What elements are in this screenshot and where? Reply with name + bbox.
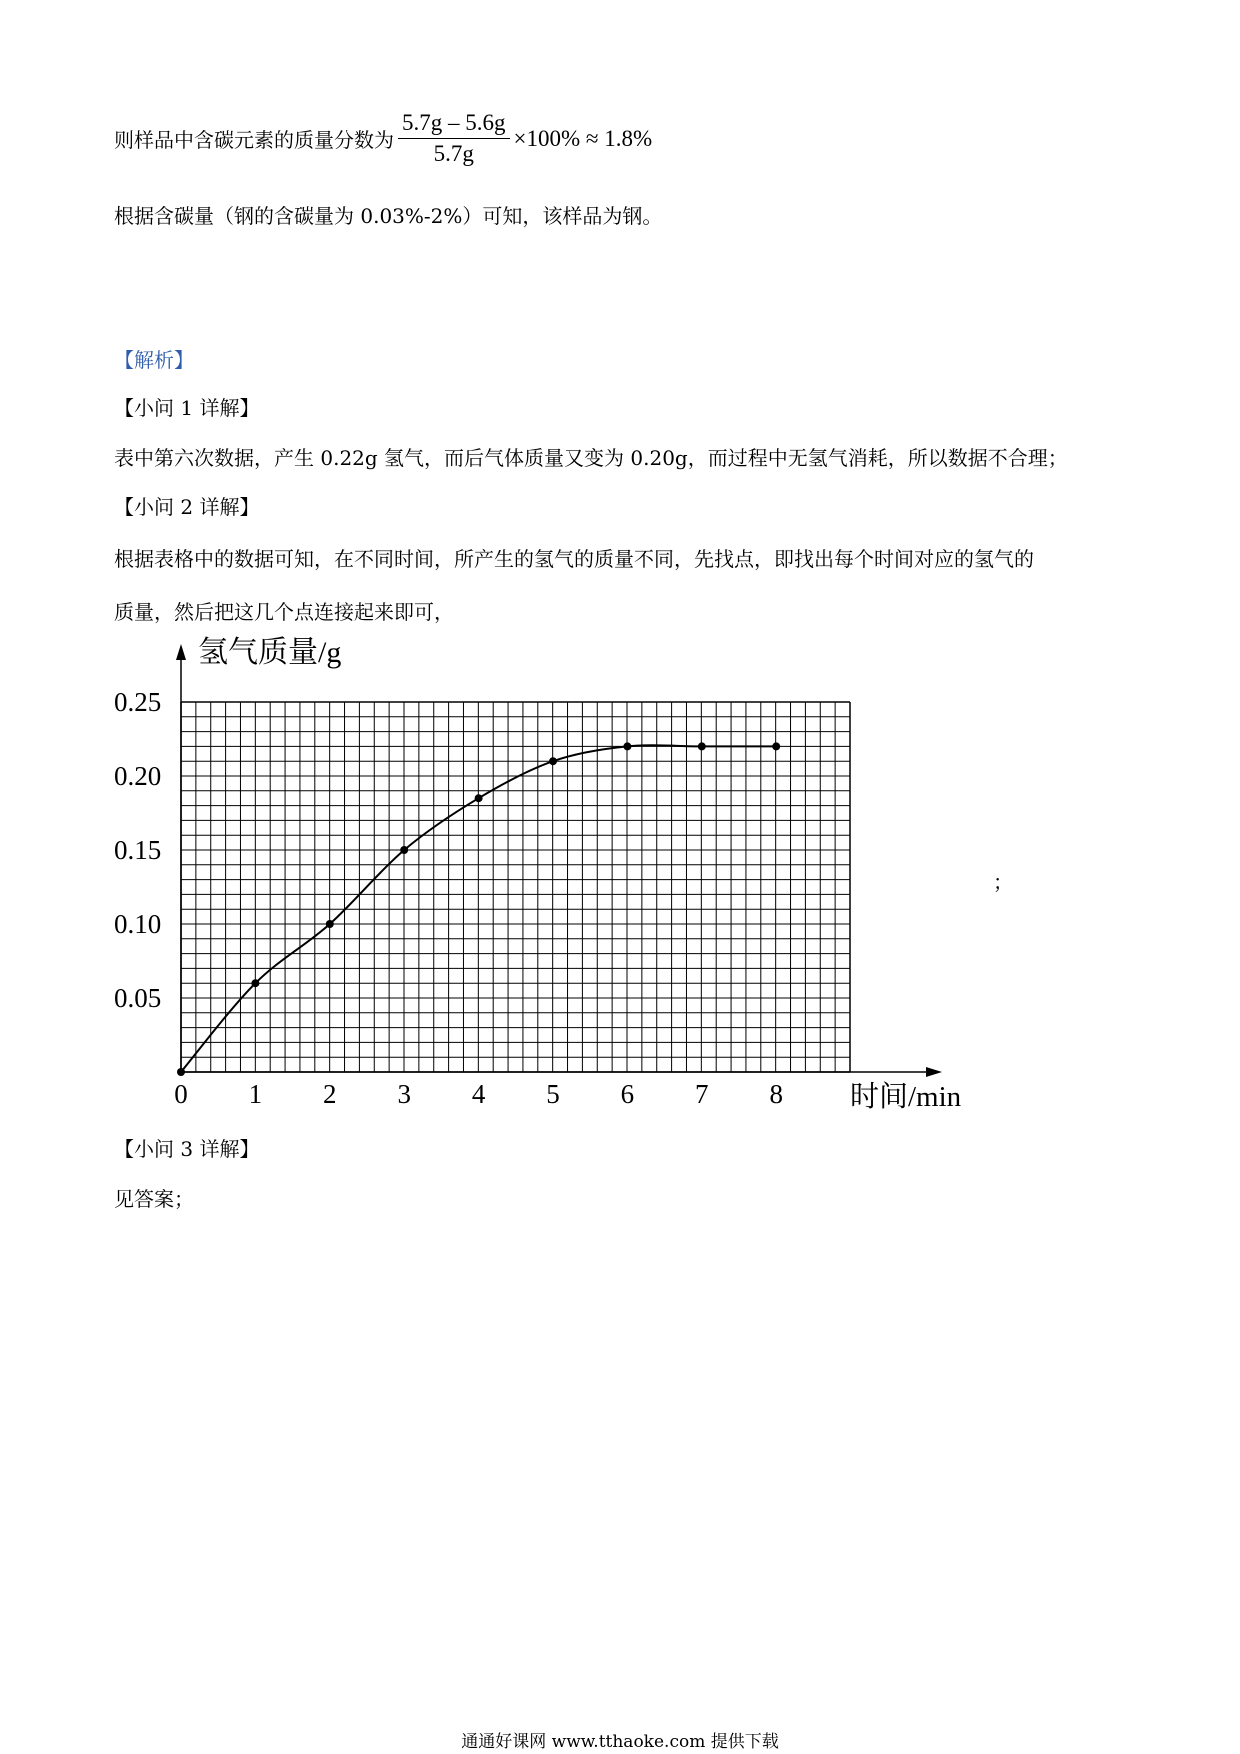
data-point	[326, 920, 334, 928]
x-tick-label: 6	[620, 1079, 635, 1109]
conclusion-text: 根据含碳量（钢的含碳量为 0.03%-2%）可知，该样品为钢。	[114, 204, 663, 228]
q2-body-line-2: 质量，然后把这几个点连接起来即可，	[114, 600, 454, 624]
data-point	[623, 742, 631, 750]
x-tick-label: 1	[248, 1079, 263, 1109]
y-tick-label: 0.10	[114, 909, 162, 939]
data-point	[400, 846, 408, 854]
formula-prefix: 则样品中含碳元素的质量分数为	[114, 128, 394, 152]
q1-body: 表中第六次数据，产生 0.22g 氢气，而后气体质量又变为 0.20g，而过程中无氢气消耗，所以数据不合理；	[114, 446, 1068, 470]
x-tick-label: 0	[174, 1079, 188, 1109]
q2-heading: 【小问 2 详解】	[114, 495, 260, 519]
footer-text: 通通好课网 www.tthaoke.com 提供下载	[461, 1732, 779, 1752]
analysis-heading: 【解析】	[114, 348, 194, 372]
carbon-fraction-formula	[114, 110, 652, 167]
formula-suffix: ×100% ≈ 1.8%	[513, 125, 653, 151]
fraction	[398, 110, 510, 167]
q1-heading: 【小问 1 详解】	[114, 396, 260, 420]
fraction-denominator: 5.7g	[433, 141, 474, 166]
data-point	[698, 742, 706, 750]
x-tick-label: 5	[546, 1079, 560, 1109]
x-tick-label: 7	[695, 1079, 709, 1109]
data-point	[177, 1068, 185, 1076]
data-point	[549, 757, 557, 765]
x-axis-arrow	[926, 1067, 942, 1077]
data-point	[475, 794, 483, 802]
q3-body: 见答案；	[114, 1187, 194, 1211]
hydrogen-mass-chart	[100, 630, 1000, 1110]
x-axis-title: 时间/min	[850, 1081, 962, 1110]
y-axis-arrow	[176, 644, 186, 660]
data-point	[772, 742, 780, 750]
data-point	[251, 979, 259, 987]
semicolon: ；	[993, 870, 1013, 894]
y-tick-label: 0.25	[114, 687, 162, 717]
x-tick-label: 3	[397, 1079, 411, 1109]
y-tick-label: 0.15	[114, 835, 162, 865]
x-tick-label: 8	[769, 1079, 783, 1109]
x-tick-label: 2	[323, 1079, 337, 1109]
y-tick-label: 0.20	[114, 761, 162, 791]
y-axis-title: 氢气质量/g	[198, 636, 342, 669]
fraction-numerator: 5.7g – 5.6g	[398, 110, 510, 139]
x-tick-label: 4	[471, 1079, 486, 1109]
q2-body-line-1: 根据表格中的数据可知，在不同时间，所产生的氢气的质量不同，先找点，即找出每个时间对应的氢气的	[114, 547, 1034, 571]
q3-heading: 【小问 3 详解】	[114, 1137, 260, 1161]
y-tick-label: 0.05	[114, 983, 162, 1013]
